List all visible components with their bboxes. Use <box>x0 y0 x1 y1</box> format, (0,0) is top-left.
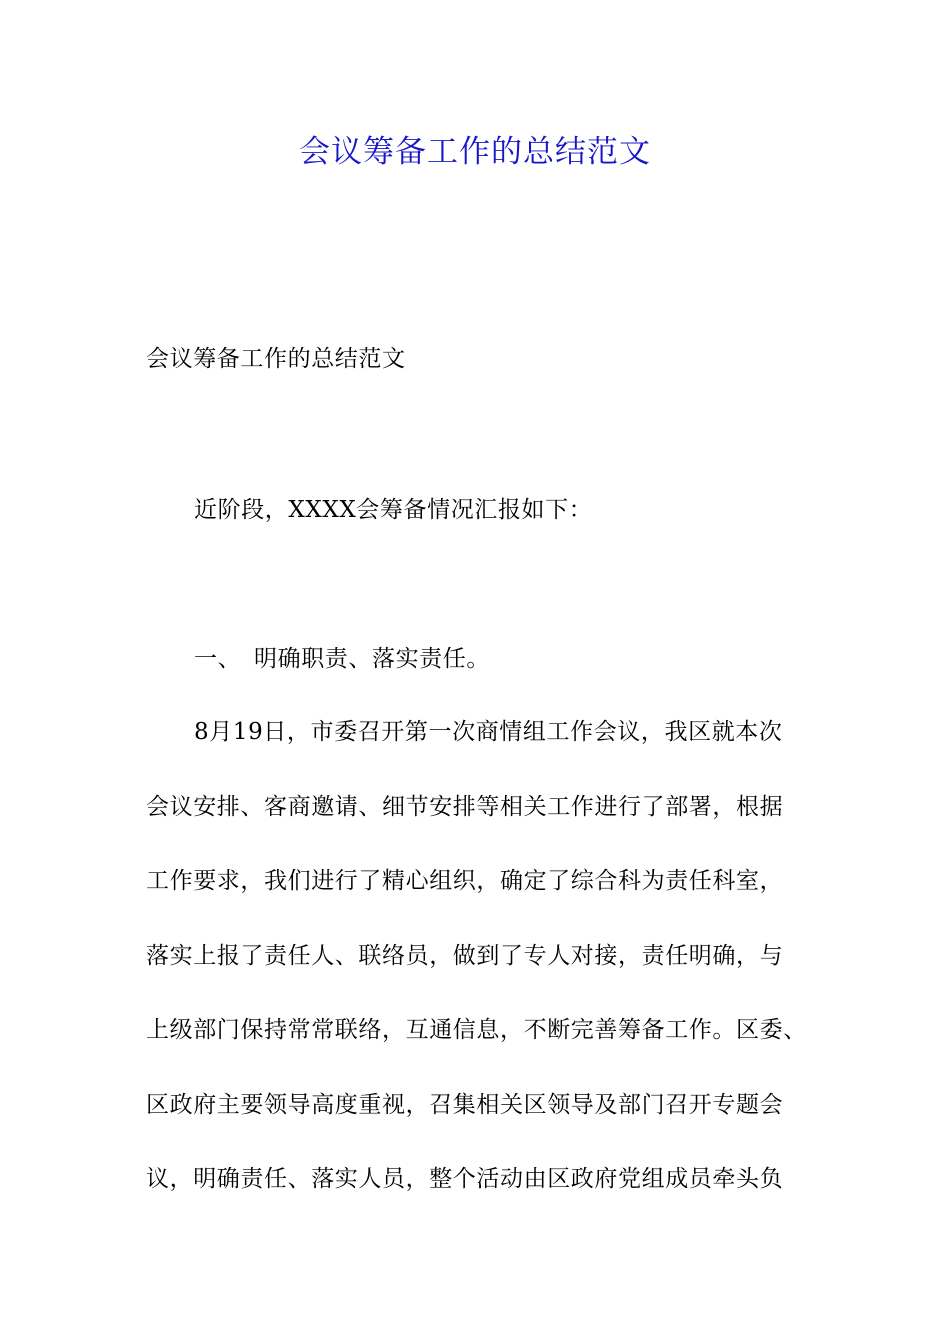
intro-paragraph: 近阶段，XXXX会筹备情况汇报如下： <box>194 497 593 523</box>
paragraph-line: 8月19日，市委召开第一次商情组工作会议，我区就本次 <box>194 719 783 745</box>
section-number: 一、 <box>194 646 242 672</box>
paragraph-line: 工作要求，我们进行了精心组织，确定了综合科为责任科室， <box>146 868 784 894</box>
document-title: 会议筹备工作的总结范文 <box>299 134 651 170</box>
paragraph-line: 落实上报了责任人、联络员，做到了专人对接，责任明确，与 <box>146 943 784 969</box>
section-heading <box>194 642 490 676</box>
paragraph-line: 议，明确责任、落实人员，整个活动由区政府党组成员牵头负 <box>146 1166 784 1192</box>
section-heading-text: 明确职责、落实责任。 <box>254 646 490 672</box>
document-subtitle: 会议筹备工作的总结范文 <box>146 346 406 372</box>
paragraph-line: 会议安排、客商邀请、细节安排等相关工作进行了部署，根据 <box>146 794 784 820</box>
paragraph-line: 上级部门保持常常联络，互通信息，不断完善筹备工作。区委、 <box>146 1017 807 1043</box>
paragraph-line: 区政府主要领导高度重视，召集相关区领导及部门召开专题会 <box>146 1092 784 1118</box>
